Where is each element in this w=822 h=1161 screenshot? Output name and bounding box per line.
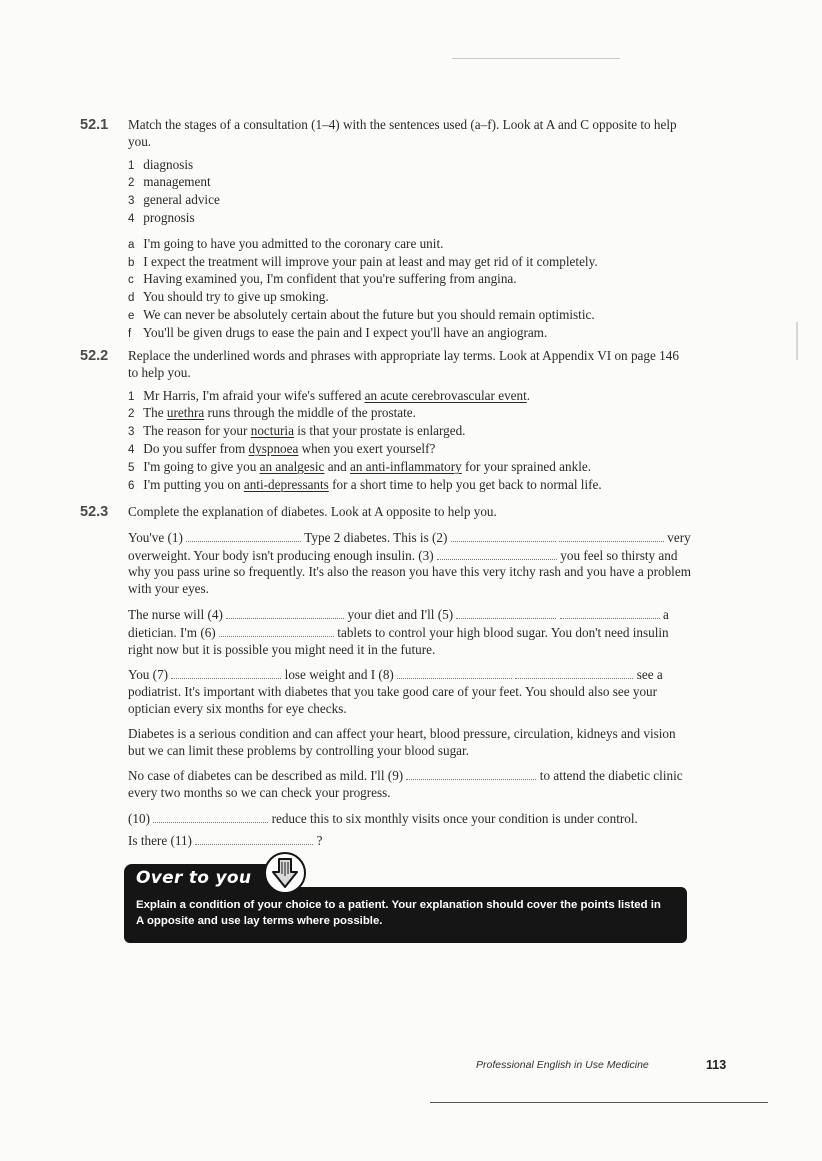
answer-blank[interactable] <box>515 666 633 679</box>
gap-fill-paragraph: Is there (11) ? <box>128 832 323 848</box>
answer-blank[interactable] <box>437 547 557 560</box>
list-item: 4 prognosis <box>128 209 195 225</box>
sentence-list <box>128 236 692 343</box>
answer-blank[interactable] <box>226 606 344 619</box>
underlined-term: an analgesic <box>259 458 325 474</box>
exercise-instruction: Complete the explanation of diabetes. Look at A opposite to help you. <box>128 504 497 519</box>
gap-fill-paragraph: You (7) lose weight and I (8) see a podiatrist. It's important with diabetes that you take good care of your feet. You should also see your optician every six months for eye checks. <box>128 667 663 716</box>
answer-blank[interactable] <box>559 529 664 542</box>
list-item: a I'm going to have you admitted to the coronary care unit. <box>128 235 444 251</box>
list-item: 4 Do you suffer from dyspnoea when you exert yourself? <box>128 440 436 456</box>
list-item: 3 general advice <box>128 192 220 208</box>
list-item: 3 The reason for your nocturia is that your prostate is enlarged. <box>128 423 466 439</box>
answer-blank[interactable] <box>195 832 313 845</box>
gap-fill-paragraph: The nurse will (4) your diet and I'll (5) a dietician. I'm (6) tablets to control your high blood sugar. You don't need insulin right now but it is possible you might need it in the future. <box>128 606 669 657</box>
underlined-term: nocturia <box>250 423 294 439</box>
sentence-list <box>128 388 692 495</box>
gap-fill-paragraph: No case of diabetes can be described as mild. I'll (9) to attend the diabetic clinic every two months so we can check your progress. <box>128 768 683 801</box>
exercise-number: 52.3 <box>80 504 109 520</box>
underlined-term: dyspnoea <box>248 440 299 456</box>
bottom-rule <box>430 1102 768 1103</box>
list-item: 2 The urethra runs through the middle of the prostate. <box>128 405 416 421</box>
top-rule <box>452 58 620 59</box>
exercise-52-2 <box>80 348 692 494</box>
list-item: f You'll be given drugs to ease the pain and I expect you'll have an angiogram. <box>128 324 548 340</box>
answer-blank[interactable] <box>560 606 660 619</box>
list-item: 2 management <box>128 174 211 190</box>
gap-fill-paragraph: You've (1) Type 2 diabetes. This is (2) very overweight. Your body isn't producing enough insulin. (3) you feel so thirsty and why you pass urine so frequently. It's also the reason you have this very itchy rash and you have a problem with your eyes. <box>128 529 691 597</box>
answer-blank[interactable] <box>171 666 281 679</box>
callout-text: Explain a condition of your choice to a patient. Your explanation should cover the points listed in A opposite and use lay terms where possible. <box>136 899 661 927</box>
answer-blank[interactable] <box>451 529 556 542</box>
page-number: 113 <box>706 1058 727 1072</box>
list-item: c Having examined you, I'm confident that you're suffering from angina. <box>128 271 517 287</box>
underlined-term: an acute cerebrovascular event <box>364 387 527 403</box>
list-item: 1 diagnosis <box>128 156 194 172</box>
underlined-term: anti-depressants <box>243 476 329 492</box>
exercise-52-1 <box>80 117 692 343</box>
answer-blank[interactable] <box>219 624 334 637</box>
exercise-number: 52.2 <box>80 348 109 364</box>
margin-mark <box>796 322 798 360</box>
list-item: d You should try to give up smoking. <box>128 289 329 305</box>
callout-title: Over to you <box>136 868 252 888</box>
exercise-number: 52.1 <box>80 117 109 133</box>
answer-blank[interactable] <box>397 666 512 679</box>
exercise-instruction: Match the stages of a consultation (1–4) with the sentences used (a–f). Look at A and C opposite to help you. <box>128 117 677 149</box>
answer-blank[interactable] <box>153 810 268 823</box>
answer-blank[interactable] <box>186 529 301 542</box>
exercise-52-3 <box>80 504 692 858</box>
answer-blank[interactable] <box>406 767 536 780</box>
list-item: 1 Mr Harris, I'm afraid your wife's suffered an acute cerebrovascular event. <box>128 387 531 403</box>
underlined-term: urethra <box>166 405 205 421</box>
underlined-term: an anti-inflammatory <box>350 458 462 474</box>
paragraph: Diabetes is a serious condition and can affect your heart, blood pressure, circulation, kidneys and vision but we can limit these problems by controlling your blood sugar. <box>128 725 676 758</box>
answer-blank[interactable] <box>456 606 556 619</box>
list-item: 5 I'm going to give you an analgesic and an anti-inflammatory for your sprained ankle. <box>128 458 592 474</box>
exercise-instruction: Replace the underlined words and phrases with appropriate lay terms. Look at Appendix VI on page 146 to help you. <box>128 348 679 380</box>
book-title: Professional English in Use Medicine <box>476 1059 649 1071</box>
stage-list <box>128 157 692 228</box>
gap-fill-paragraph: (10) reduce this to six monthly visits once your condition is under control. <box>128 810 638 826</box>
list-item: b I expect the treatment will improve your pain at least and may get rid of it completely. <box>128 253 598 269</box>
list-item: 6 I'm putting you on anti-depressants for a short time to help you get back to normal life. <box>128 476 602 492</box>
list-item: e We can never be absolutely certain about the future but you should remain optimistic. <box>128 306 595 322</box>
hand-pointing-down-icon <box>262 850 308 896</box>
